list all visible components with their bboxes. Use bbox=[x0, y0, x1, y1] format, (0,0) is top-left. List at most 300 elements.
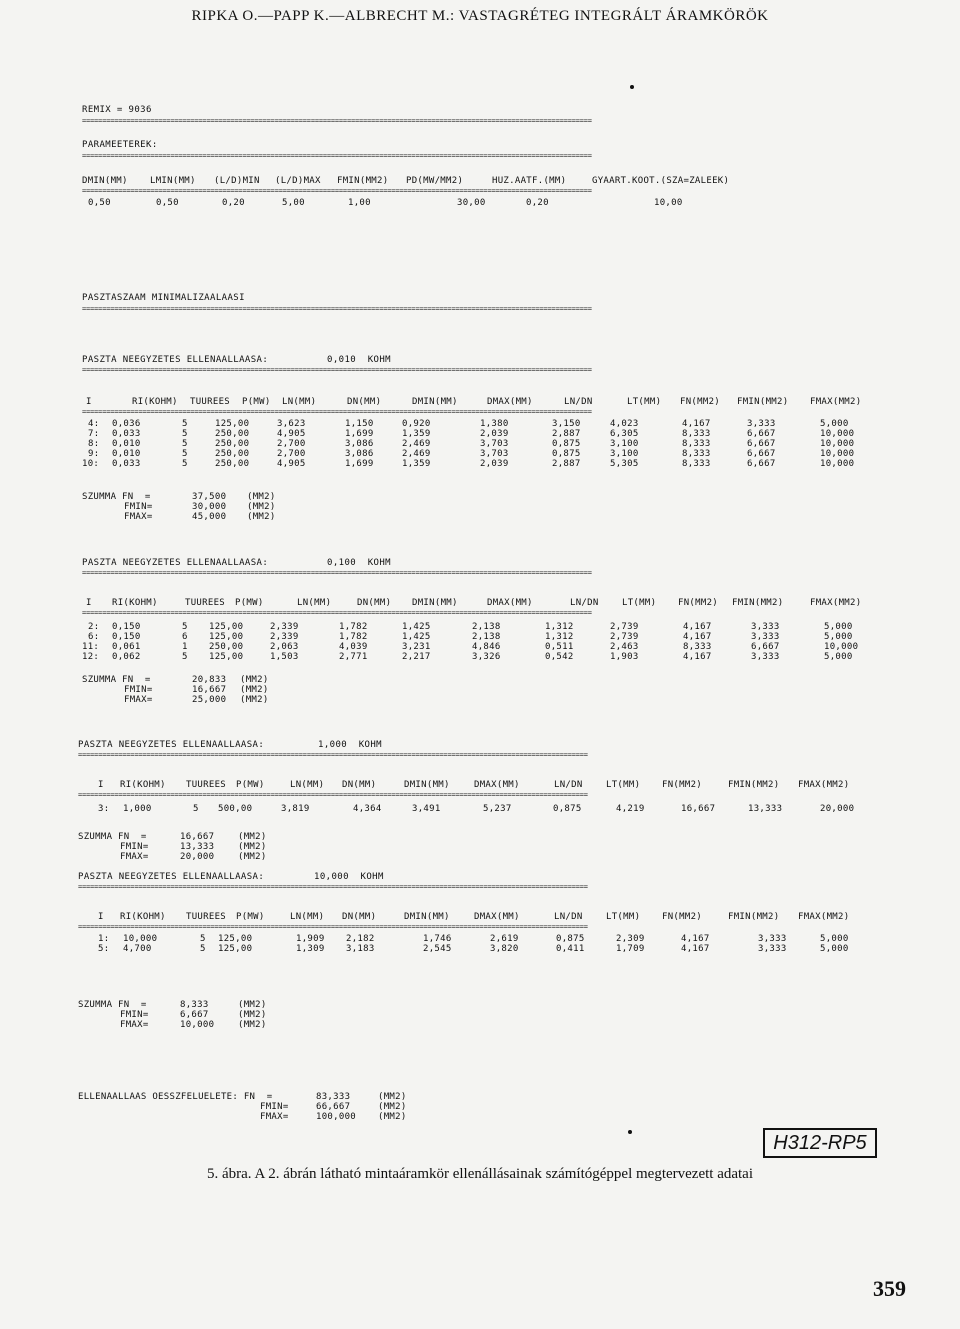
total-value: 66,667 bbox=[316, 1102, 351, 1112]
col-header: LN(MM) bbox=[282, 397, 317, 407]
cell: 1: bbox=[98, 934, 110, 944]
param-header: HUZ.AATF.(MM) bbox=[492, 176, 567, 186]
col-header: FMIN(MM2) bbox=[728, 912, 780, 922]
cell: 125,00 bbox=[215, 419, 250, 429]
col-header: DMAX(MM) bbox=[474, 912, 520, 922]
summa-row bbox=[78, 1010, 938, 1020]
cell: 3,333 bbox=[751, 632, 780, 642]
total-unit: (MM2) bbox=[378, 1102, 407, 1112]
cell: 4,167 bbox=[683, 652, 712, 662]
group-resistance-value: 0,010 KOHM bbox=[327, 355, 392, 365]
summa-value: 20,833 bbox=[192, 675, 227, 685]
rule-group-title: =============================================================================================================================== bbox=[82, 366, 592, 374]
summa-label: FMIN= bbox=[120, 842, 149, 852]
total-row bbox=[78, 1092, 938, 1102]
cell: 3: bbox=[98, 804, 110, 814]
cell: 1,699 bbox=[345, 459, 374, 469]
table-row bbox=[82, 419, 942, 429]
cell: 1,782 bbox=[339, 632, 368, 642]
summa-value: 8,333 bbox=[180, 1000, 209, 1010]
param-header: PD(MW/MM2) bbox=[406, 176, 464, 186]
cell: 3,326 bbox=[472, 652, 501, 662]
cell: 0,010 bbox=[112, 449, 141, 459]
col-header: DN(MM) bbox=[347, 397, 382, 407]
col-header: LT(MM) bbox=[606, 912, 641, 922]
cell: 9: bbox=[88, 449, 100, 459]
cell: 3,491 bbox=[412, 804, 441, 814]
cell: 2,138 bbox=[472, 632, 501, 642]
summa-row bbox=[82, 512, 942, 522]
summa-unit: (MM2) bbox=[247, 502, 276, 512]
cell: 4,219 bbox=[616, 804, 645, 814]
table-header-row bbox=[82, 598, 882, 608]
col-header: FMAX(MM2) bbox=[798, 912, 850, 922]
cell: 6,667 bbox=[747, 459, 776, 469]
cell: 12: bbox=[82, 652, 100, 662]
cell: 4,167 bbox=[682, 419, 711, 429]
col-header: I bbox=[98, 912, 104, 922]
cell: 5 bbox=[182, 439, 188, 449]
cell: 2,182 bbox=[346, 934, 375, 944]
cell: 0,875 bbox=[556, 934, 585, 944]
col-header: FMAX(MM2) bbox=[810, 397, 862, 407]
summa-unit: (MM2) bbox=[247, 492, 276, 502]
col-header: TUUREES bbox=[190, 397, 231, 407]
cell: 10,000 bbox=[824, 642, 859, 652]
rule-group-title: =============================================================================================================================== bbox=[78, 883, 588, 891]
col-header: LN/DN bbox=[554, 780, 583, 790]
col-header: I bbox=[86, 598, 92, 608]
summa-row bbox=[82, 492, 942, 502]
summa-label: SZUMMA FN = bbox=[78, 832, 147, 842]
cell: 500,00 bbox=[218, 804, 253, 814]
col-header: DN(MM) bbox=[342, 912, 377, 922]
cell: 3,100 bbox=[610, 449, 639, 459]
cell: 1,709 bbox=[616, 944, 645, 954]
cell: 2,700 bbox=[277, 439, 306, 449]
cell: 3,333 bbox=[758, 944, 787, 954]
cell: 1,380 bbox=[480, 419, 509, 429]
cell: 2,138 bbox=[472, 622, 501, 632]
summa-value: 13,333 bbox=[180, 842, 215, 852]
cell: 8,333 bbox=[682, 429, 711, 439]
summa-row bbox=[82, 502, 942, 512]
col-header: LN(MM) bbox=[297, 598, 332, 608]
cell: 5,000 bbox=[824, 622, 853, 632]
summa-value: 25,000 bbox=[192, 695, 227, 705]
cell: 250,00 bbox=[215, 449, 250, 459]
cell: 0,033 bbox=[112, 459, 141, 469]
group-resistance-value: 0,100 KOHM bbox=[327, 558, 392, 568]
col-header: P(MW) bbox=[236, 912, 265, 922]
param-header: FMIN(MM2) bbox=[337, 176, 389, 186]
table-header-row bbox=[78, 912, 878, 922]
cell: 2,039 bbox=[480, 429, 509, 439]
cell: 3,333 bbox=[751, 652, 780, 662]
summa-label: SZUMMA FN = bbox=[82, 675, 151, 685]
cell: 3,333 bbox=[747, 419, 776, 429]
cell: 13,333 bbox=[748, 804, 783, 814]
param-header: (L/D)MIN bbox=[214, 176, 260, 186]
col-header: RI(KOHM) bbox=[112, 598, 158, 608]
summa-value: 30,000 bbox=[192, 502, 227, 512]
col-header: DN(MM) bbox=[357, 598, 392, 608]
cell: 4,167 bbox=[683, 632, 712, 642]
cell: 0,542 bbox=[545, 652, 574, 662]
col-header: RI(KOHM) bbox=[120, 912, 166, 922]
total-label: ELLENAALLAAS OESSZFELUELETE: FN = bbox=[78, 1092, 273, 1102]
summa-label: SZUMMA FN = bbox=[82, 492, 151, 502]
cell: 1,699 bbox=[345, 429, 374, 439]
col-header: LT(MM) bbox=[606, 780, 641, 790]
param-value: 1,00 bbox=[348, 198, 371, 208]
cell: 10,000 bbox=[820, 459, 855, 469]
cell: 4,905 bbox=[277, 459, 306, 469]
col-header: FMAX(MM2) bbox=[810, 598, 862, 608]
cell: 4,364 bbox=[353, 804, 382, 814]
rule-remix: =============================================================================================================================== bbox=[82, 117, 592, 125]
summa-value: 16,667 bbox=[192, 685, 227, 695]
group-resistance-value: 10,000 KOHM bbox=[314, 872, 384, 882]
cell: 3,086 bbox=[345, 449, 374, 459]
cell: 4,167 bbox=[683, 622, 712, 632]
cell: 0,411 bbox=[556, 944, 585, 954]
col-header: FMIN(MM2) bbox=[728, 780, 780, 790]
cell: 5 bbox=[193, 804, 199, 814]
cell: 3,333 bbox=[758, 934, 787, 944]
param-header: LMIN(MM) bbox=[150, 176, 196, 186]
rule-table-header: =============================================================================================================================== bbox=[78, 791, 588, 799]
rule-params-header: =============================================================================================================================== bbox=[82, 187, 592, 195]
summa-unit: (MM2) bbox=[238, 842, 267, 852]
cell: 2: bbox=[88, 622, 100, 632]
col-header: RI(KOHM) bbox=[120, 780, 166, 790]
cell: 2,339 bbox=[270, 632, 299, 642]
summa-row bbox=[78, 832, 938, 842]
cell: 5 bbox=[182, 429, 188, 439]
cell: 250,00 bbox=[209, 642, 244, 652]
cell: 1,903 bbox=[610, 652, 639, 662]
summa-value: 37,500 bbox=[192, 492, 227, 502]
param-header: (L/D)MAX bbox=[275, 176, 321, 186]
cell: 5 bbox=[182, 459, 188, 469]
speck-dot bbox=[630, 85, 634, 89]
figure-caption: 5. ábra. A 2. ábrán látható mintaáramkör ellenállásainak számítógéppel megtervezett adatai bbox=[206, 1166, 754, 1182]
resistance-group bbox=[82, 558, 882, 718]
figure-stamp: H312-RP5 bbox=[763, 1128, 877, 1158]
cell: 4,905 bbox=[277, 429, 306, 439]
col-header: I bbox=[86, 397, 92, 407]
table-row bbox=[82, 429, 942, 439]
cell: 3,100 bbox=[610, 439, 639, 449]
cell: 10,000 bbox=[123, 934, 158, 944]
total-unit: (MM2) bbox=[378, 1112, 407, 1122]
col-header: P(MW) bbox=[242, 397, 271, 407]
summa-unit: (MM2) bbox=[238, 1000, 267, 1010]
cell: 16,667 bbox=[681, 804, 716, 814]
cell: 0,150 bbox=[112, 632, 141, 642]
cell: 3,820 bbox=[490, 944, 519, 954]
col-header: LN/DN bbox=[570, 598, 599, 608]
total-value: 83,333 bbox=[316, 1092, 351, 1102]
table-header-row bbox=[82, 397, 882, 407]
total-block bbox=[78, 1092, 578, 1132]
cell: 2,469 bbox=[402, 449, 431, 459]
summa-value: 10,000 bbox=[180, 1020, 215, 1030]
cell: 6: bbox=[88, 632, 100, 642]
col-header: DMIN(MM) bbox=[412, 397, 458, 407]
cell: 10,000 bbox=[820, 449, 855, 459]
cell: 10,000 bbox=[820, 429, 855, 439]
col-header: FMIN(MM2) bbox=[732, 598, 784, 608]
cell: 125,00 bbox=[209, 622, 244, 632]
cell: 0,875 bbox=[552, 439, 581, 449]
cell: 6,667 bbox=[747, 439, 776, 449]
cell: 3,086 bbox=[345, 439, 374, 449]
col-header: LN/DN bbox=[564, 397, 593, 407]
cell: 1,312 bbox=[545, 632, 574, 642]
cell: 4,700 bbox=[123, 944, 152, 954]
cell: 6,667 bbox=[747, 429, 776, 439]
cell: 4,039 bbox=[339, 642, 368, 652]
summa-row bbox=[82, 675, 942, 685]
col-header: I bbox=[98, 780, 104, 790]
table-row bbox=[78, 804, 938, 814]
group-resistance-value: 1,000 KOHM bbox=[318, 740, 383, 750]
cell: 2,887 bbox=[552, 459, 581, 469]
cell: 2,545 bbox=[423, 944, 452, 954]
table-row bbox=[82, 642, 942, 652]
cell: 2,739 bbox=[610, 622, 639, 632]
col-header: FMAX(MM2) bbox=[798, 780, 850, 790]
col-header: LN/DN bbox=[554, 912, 583, 922]
cell: 8: bbox=[88, 439, 100, 449]
cell: 125,00 bbox=[209, 652, 244, 662]
table-row bbox=[82, 459, 942, 469]
rule-group-title: =============================================================================================================================== bbox=[82, 569, 592, 577]
cell: 5: bbox=[98, 944, 110, 954]
cell: 1,782 bbox=[339, 622, 368, 632]
cell: 4,023 bbox=[610, 419, 639, 429]
cell: 5,305 bbox=[610, 459, 639, 469]
cell: 250,00 bbox=[215, 439, 250, 449]
resistance-group bbox=[78, 740, 878, 870]
cell: 1,312 bbox=[545, 622, 574, 632]
summa-label: FMAX= bbox=[120, 852, 149, 862]
page-number: 359 bbox=[873, 1276, 906, 1301]
cell: 5 bbox=[182, 652, 188, 662]
summa-row bbox=[82, 685, 942, 695]
table-row bbox=[82, 632, 942, 642]
cell: 4,846 bbox=[472, 642, 501, 652]
cell: 3,819 bbox=[281, 804, 310, 814]
cell: 6 bbox=[182, 632, 188, 642]
cell: 2,039 bbox=[480, 459, 509, 469]
summa-label: FMIN= bbox=[120, 1010, 149, 1020]
cell: 5 bbox=[182, 419, 188, 429]
col-header: P(MW) bbox=[236, 780, 265, 790]
cell: 5,000 bbox=[820, 944, 849, 954]
cell: 250,00 bbox=[215, 459, 250, 469]
col-header: TUUREES bbox=[186, 780, 227, 790]
cell: 5,000 bbox=[824, 632, 853, 642]
cell: 2,463 bbox=[610, 642, 639, 652]
cell: 1,425 bbox=[402, 622, 431, 632]
cell: 1,150 bbox=[345, 419, 374, 429]
total-unit: (MM2) bbox=[378, 1092, 407, 1102]
summa-value: 16,667 bbox=[180, 832, 215, 842]
param-value: 30,00 bbox=[457, 198, 486, 208]
cell: 0,150 bbox=[112, 622, 141, 632]
col-header: TUUREES bbox=[186, 912, 227, 922]
param-value: 5,00 bbox=[282, 198, 305, 208]
cell: 1,359 bbox=[402, 459, 431, 469]
summa-label: FMIN= bbox=[124, 502, 153, 512]
params-block bbox=[82, 176, 782, 216]
cell: 10: bbox=[82, 459, 100, 469]
group-title: PASZTA NEEGYZETES ELLENAALLAASA: bbox=[82, 558, 269, 568]
cell: 250,00 bbox=[215, 429, 250, 439]
param-value: 0,50 bbox=[156, 198, 179, 208]
cell: 5 bbox=[182, 449, 188, 459]
cell: 1,503 bbox=[270, 652, 299, 662]
total-row bbox=[78, 1112, 938, 1122]
cell: 20,000 bbox=[820, 804, 855, 814]
total-label: FMAX= bbox=[260, 1112, 289, 1122]
cell: 1,359 bbox=[402, 429, 431, 439]
cell: 6,667 bbox=[747, 449, 776, 459]
cell: 8,333 bbox=[682, 459, 711, 469]
params-title: PARAMEETEREK: bbox=[82, 140, 158, 150]
summa-label: FMAX= bbox=[124, 695, 153, 705]
total-label: FMIN= bbox=[260, 1102, 289, 1112]
cell: 4,167 bbox=[681, 944, 710, 954]
col-header: LT(MM) bbox=[622, 598, 657, 608]
cell: 5,000 bbox=[824, 652, 853, 662]
cell: 0,062 bbox=[112, 652, 141, 662]
cell: 3,703 bbox=[480, 449, 509, 459]
params-value-row bbox=[82, 198, 782, 208]
summa-unit: (MM2) bbox=[240, 685, 269, 695]
cell: 4: bbox=[88, 419, 100, 429]
col-header: DMIN(MM) bbox=[404, 912, 450, 922]
param-value: 0,20 bbox=[526, 198, 549, 208]
cell: 3,703 bbox=[480, 439, 509, 449]
rule-group-title: =============================================================================================================================== bbox=[78, 751, 588, 759]
cell: 0,010 bbox=[112, 439, 141, 449]
cell: 8,333 bbox=[683, 642, 712, 652]
cell: 0,061 bbox=[112, 642, 141, 652]
col-header: FN(MM2) bbox=[662, 780, 703, 790]
group-title: PASZTA NEEGYZETES ELLENAALLAASA: bbox=[78, 872, 265, 882]
col-header: DMIN(MM) bbox=[412, 598, 458, 608]
cell: 8,333 bbox=[682, 439, 711, 449]
summa-row bbox=[82, 695, 942, 705]
cell: 2,309 bbox=[616, 934, 645, 944]
summa-unit: (MM2) bbox=[238, 832, 267, 842]
summa-unit: (MM2) bbox=[240, 675, 269, 685]
col-header: FN(MM2) bbox=[662, 912, 703, 922]
cell: 3,150 bbox=[552, 419, 581, 429]
cell: 1 bbox=[182, 642, 188, 652]
col-header: TUUREES bbox=[185, 598, 226, 608]
table-row bbox=[82, 652, 942, 662]
summa-unit: (MM2) bbox=[240, 695, 269, 705]
summa-row bbox=[78, 1000, 938, 1010]
cell: 5,237 bbox=[483, 804, 512, 814]
col-header: DMAX(MM) bbox=[487, 397, 533, 407]
cell: 6,305 bbox=[610, 429, 639, 439]
param-header: GYAART.KOOT.(SZA=ZALEEK) bbox=[592, 176, 730, 186]
col-header: LN(MM) bbox=[290, 780, 325, 790]
col-header: LT(MM) bbox=[627, 397, 662, 407]
params-header-row bbox=[82, 176, 782, 186]
cell: 0,036 bbox=[112, 419, 141, 429]
col-header: P(MW) bbox=[235, 598, 264, 608]
summa-unit: (MM2) bbox=[238, 1010, 267, 1020]
cell: 0,033 bbox=[112, 429, 141, 439]
cell: 6,667 bbox=[751, 642, 780, 652]
cell: 4,167 bbox=[681, 934, 710, 944]
cell: 2,339 bbox=[270, 622, 299, 632]
cell: 0,875 bbox=[553, 804, 582, 814]
cell: 2,739 bbox=[610, 632, 639, 642]
col-header: FN(MM2) bbox=[680, 397, 721, 407]
summa-unit: (MM2) bbox=[247, 512, 276, 522]
summa-value: 6,667 bbox=[180, 1010, 209, 1020]
cell: 5,000 bbox=[820, 419, 849, 429]
cell: 11: bbox=[82, 642, 100, 652]
summa-value: 20,000 bbox=[180, 852, 215, 862]
group-title: PASZTA NEEGYZETES ELLENAALLAASA: bbox=[82, 355, 269, 365]
col-header: DMAX(MM) bbox=[474, 780, 520, 790]
col-header: DMIN(MM) bbox=[404, 780, 450, 790]
resistance-group bbox=[82, 355, 882, 522]
param-header: DMIN(MM) bbox=[82, 176, 128, 186]
summa-unit: (MM2) bbox=[238, 852, 267, 862]
cell: 2,700 bbox=[277, 449, 306, 459]
summa-row bbox=[78, 852, 938, 862]
total-row bbox=[78, 1102, 938, 1112]
cell: 5,000 bbox=[820, 934, 849, 944]
col-header: LN(MM) bbox=[290, 912, 325, 922]
cell: 125,00 bbox=[218, 934, 253, 944]
cell: 7: bbox=[88, 429, 100, 439]
cell: 1,309 bbox=[296, 944, 325, 954]
cell: 8,333 bbox=[682, 449, 711, 459]
summa-label: SZUMMA FN = bbox=[78, 1000, 147, 1010]
summa-label: FMAX= bbox=[120, 1020, 149, 1030]
cell: 0,920 bbox=[402, 419, 431, 429]
summa-row bbox=[78, 1020, 938, 1030]
cell: 125,00 bbox=[218, 944, 253, 954]
summa-unit: (MM2) bbox=[238, 1020, 267, 1030]
col-header: DMAX(MM) bbox=[487, 598, 533, 608]
cell: 1,909 bbox=[296, 934, 325, 944]
summa-value: 45,000 bbox=[192, 512, 227, 522]
cell: 3,231 bbox=[402, 642, 431, 652]
resistance-group bbox=[78, 872, 878, 1030]
total-value: 100,000 bbox=[316, 1112, 357, 1122]
cell: 5 bbox=[200, 934, 206, 944]
cell: 3,183 bbox=[346, 944, 375, 954]
cell: 1,746 bbox=[423, 934, 452, 944]
rule-minimize: =============================================================================================================================== bbox=[82, 305, 592, 313]
running-header: RIPKA O.—PAPP K.—ALBRECHT M.: VASTAGRÉTEG INTEGRÁLT ÁRAMKÖRÖK bbox=[191, 8, 769, 24]
cell: 5 bbox=[182, 622, 188, 632]
param-value: 0,20 bbox=[222, 198, 245, 208]
col-header: RI(KOHM) bbox=[132, 397, 178, 407]
